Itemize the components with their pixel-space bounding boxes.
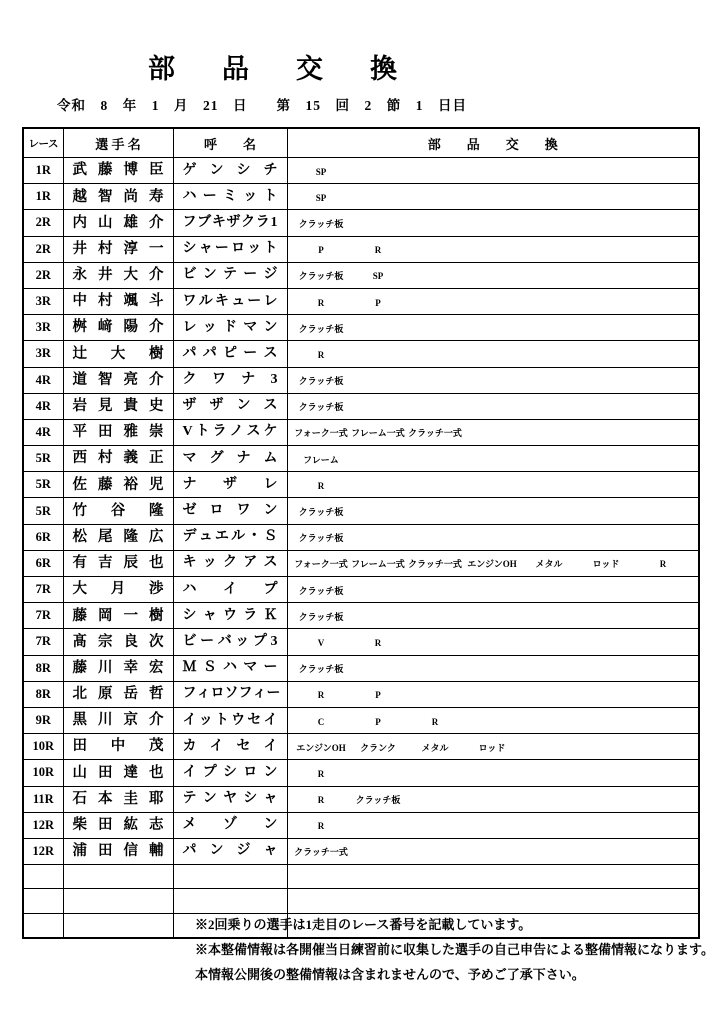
parts-list <box>287 524 699 550</box>
rider-name: 越 智 尚 寿 <box>72 188 164 205</box>
call-name-cell <box>173 838 287 864</box>
header-rider-name: 選 手 名 <box>63 128 173 158</box>
race-number: 8R <box>23 681 63 707</box>
call-name: メ ゾ ン <box>182 817 278 833</box>
part-label: R <box>317 349 325 360</box>
rider-name-cell <box>63 210 173 236</box>
table-row <box>23 734 699 760</box>
part-label: クラッチ板 <box>298 664 344 675</box>
parts-list <box>287 681 699 707</box>
note-line: 本情報公開後の整備情報は含まれませんので、予めご了承下さい。 <box>195 967 585 982</box>
table-row <box>23 315 699 341</box>
part-label: P <box>375 690 381 701</box>
rider-name: 黒 川 京 介 <box>72 712 164 729</box>
part-label: クラッチ板 <box>298 507 344 518</box>
part-label: クラッチ板 <box>298 402 344 413</box>
table-row <box>23 655 699 681</box>
call-name-cell <box>173 184 287 210</box>
call-name: ゼ ロ ワ ン <box>182 503 278 519</box>
parts-list <box>287 550 699 576</box>
rider-name: 中 村 颯 斗 <box>72 293 164 310</box>
header-parts-exchange: 部 品 交 換 <box>287 128 699 158</box>
race-number: 7R <box>23 577 63 603</box>
call-name: デ ュ エ ル ・ Ｓ <box>182 529 278 545</box>
race-number: 1R <box>23 158 63 184</box>
parts-list <box>287 889 699 913</box>
parts-list <box>287 707 699 733</box>
call-name: フ ィ ロ ソ フ ィ ー <box>182 686 281 702</box>
part-label: P <box>318 245 324 256</box>
part-label: P <box>375 716 381 727</box>
call-name: テ ン ヤ シ ャ <box>182 791 278 807</box>
table-row <box>23 603 699 629</box>
table-row <box>23 681 699 707</box>
rider-name-cell <box>63 865 173 889</box>
call-name-cell <box>173 367 287 393</box>
rider-name-cell <box>63 812 173 838</box>
call-name-cell <box>173 550 287 576</box>
rider-name-cell <box>63 786 173 812</box>
call-name-cell <box>173 158 287 184</box>
parts-list <box>287 655 699 681</box>
race-number: 4R <box>23 419 63 445</box>
rider-name-cell <box>63 472 173 498</box>
parts-list <box>287 760 699 786</box>
call-name: ハ ー ミ ッ ト <box>182 188 278 204</box>
rider-name-cell <box>63 367 173 393</box>
call-name-cell <box>173 577 287 603</box>
parts-list <box>287 577 699 603</box>
rider-name: 山 田 達 也 <box>72 764 164 781</box>
call-name-cell <box>173 812 287 838</box>
call-name: ワ ル キ ュ ー レ <box>182 293 278 309</box>
rider-name: 田 中 茂 <box>72 738 164 755</box>
race-number: 12R <box>23 838 63 864</box>
rider-name-cell <box>63 393 173 419</box>
race-number <box>23 889 63 913</box>
table-row <box>23 786 699 812</box>
call-name-cell <box>173 629 287 655</box>
part-label: フォーク一式 <box>294 428 348 439</box>
rider-name-cell <box>63 315 173 341</box>
rider-name: 藤 岡 一 樹 <box>72 607 164 624</box>
parts-list <box>287 315 699 341</box>
note-line: ※本整備情報は各開催当日練習前に収集した選手の自己申告による整備情報になります。 <box>195 942 714 957</box>
part-label: フレーム一式 <box>351 428 405 439</box>
call-name: レ ッ ド マ ン <box>182 319 278 335</box>
rider-name-cell <box>63 913 173 938</box>
parts-list <box>287 262 699 288</box>
call-name-cell <box>173 760 287 786</box>
table-row <box>23 577 699 603</box>
rider-name-cell <box>63 184 173 210</box>
part-label: エンジンOH <box>467 559 517 570</box>
call-name-cell <box>173 681 287 707</box>
parts-list <box>287 210 699 236</box>
call-name-cell <box>173 315 287 341</box>
race-number: 5R <box>23 446 63 472</box>
rider-name: 大 月 渉 <box>72 581 164 598</box>
call-name: マ グ ナ ム <box>182 450 278 466</box>
part-label: フレーム <box>303 454 339 465</box>
parts-list <box>287 446 699 472</box>
table-row <box>23 158 699 184</box>
rider-name: 平 田 雅 崇 <box>72 424 164 441</box>
rider-name-cell <box>63 681 173 707</box>
rider-name-cell <box>63 341 173 367</box>
table-body <box>23 158 699 938</box>
part-label: クラッチ一式 <box>294 847 348 858</box>
call-name: キ ッ ク ア ス <box>182 555 278 571</box>
table-row <box>23 707 699 733</box>
part-label: フレーム一式 <box>351 559 405 570</box>
race-number: 6R <box>23 550 63 576</box>
call-name: パ パ ピ ー ス <box>182 345 278 361</box>
call-name: イ プ シ ロ ン <box>182 764 278 780</box>
part-label: メタル <box>535 559 563 570</box>
note-line: ※2回乗りの選手は1走目のレース番号を記載しています。 <box>195 917 532 932</box>
call-name-cell <box>173 734 287 760</box>
call-name-cell <box>173 393 287 419</box>
call-name-cell <box>173 210 287 236</box>
parts-list <box>287 734 699 760</box>
part-label: クラッチ一式 <box>408 428 462 439</box>
part-label: R <box>317 821 325 832</box>
rider-name-cell <box>63 419 173 445</box>
part-label: クラッチ板 <box>298 271 344 282</box>
part-label: エンジンOH <box>296 742 346 753</box>
table-row <box>23 236 699 262</box>
call-name-cell <box>173 419 287 445</box>
rider-name: 柴 田 紘 志 <box>72 817 164 834</box>
call-name: パ ン ジ ャ <box>182 843 278 859</box>
part-label: クラッチ板 <box>298 585 344 596</box>
page-title: 部 品 交 換 <box>148 54 407 84</box>
rider-name: 髙 宗 良 次 <box>72 633 164 650</box>
call-name-cell <box>173 889 287 913</box>
race-number: 5R <box>23 472 63 498</box>
parts-list <box>287 419 699 445</box>
part-label: SP <box>372 271 384 282</box>
race-number: 10R <box>23 734 63 760</box>
rider-name: 佐 藤 裕 児 <box>72 476 164 493</box>
race-number: 12R <box>23 812 63 838</box>
parts-list <box>287 838 699 864</box>
call-name: Ｍ Ｓ ハ マ ー <box>182 660 278 676</box>
parts-list <box>287 236 699 262</box>
race-number <box>23 913 63 938</box>
call-name-cell <box>173 603 287 629</box>
rider-name-cell <box>63 629 173 655</box>
parts-list <box>287 367 699 393</box>
call-name: カ イ セ イ <box>182 738 278 754</box>
call-name-cell <box>173 288 287 314</box>
parts-exchange-table <box>22 127 700 939</box>
rider-name: 辻 大 樹 <box>72 345 164 362</box>
part-label: R <box>374 245 382 256</box>
rider-name: 石 本 圭 耶 <box>72 790 164 807</box>
race-number: 8R <box>23 655 63 681</box>
table-row <box>23 419 699 445</box>
part-label: クランク <box>360 742 396 753</box>
part-label: R <box>317 480 325 491</box>
parts-list <box>287 472 699 498</box>
header-call-name: 呼 名 <box>173 128 287 158</box>
rider-name: 北 原 岳 哲 <box>72 686 164 703</box>
part-label: クラッチ一式 <box>408 559 462 570</box>
rider-name-cell <box>63 655 173 681</box>
part-label: クラッチ板 <box>298 611 344 622</box>
parts-list <box>287 812 699 838</box>
race-number: 3R <box>23 288 63 314</box>
rider-name-cell <box>63 498 173 524</box>
rider-name-cell <box>63 707 173 733</box>
table-row <box>23 838 699 864</box>
table-row <box>23 524 699 550</box>
rider-name-cell <box>63 262 173 288</box>
call-name-cell <box>173 524 287 550</box>
call-name-cell <box>173 446 287 472</box>
rider-name: 井 村 淳 一 <box>72 240 164 257</box>
table-row <box>23 812 699 838</box>
call-name-cell <box>173 236 287 262</box>
rider-name: 浦 田 信 輔 <box>72 843 164 860</box>
parts-list <box>287 498 699 524</box>
part-label: R <box>317 690 325 701</box>
part-label: R <box>659 559 667 570</box>
table-row <box>23 262 699 288</box>
header-race: レース <box>23 128 63 158</box>
rider-name: 桝 﨑 陽 介 <box>72 319 164 336</box>
rider-name-cell <box>63 524 173 550</box>
part-label: SP <box>315 166 327 177</box>
rider-name: 武 藤 博 臣 <box>72 162 164 179</box>
call-name: シ ャ ー ロ ッ ト <box>182 241 278 257</box>
race-number: 5R <box>23 498 63 524</box>
race-number: 3R <box>23 341 63 367</box>
rider-name-cell <box>63 734 173 760</box>
rider-name-cell <box>63 236 173 262</box>
call-name-cell <box>173 472 287 498</box>
table-row <box>23 393 699 419</box>
parts-list <box>287 158 699 184</box>
parts-list <box>287 786 699 812</box>
race-number: 11R <box>23 786 63 812</box>
rider-name-cell <box>63 838 173 864</box>
table-row <box>23 446 699 472</box>
table-row <box>23 760 699 786</box>
part-label: SP <box>315 192 327 203</box>
call-name: ザ ザ ン ス <box>182 398 278 414</box>
rider-name: 永 井 大 介 <box>72 267 164 284</box>
rider-name: 有 吉 辰 也 <box>72 555 164 572</box>
part-label: R <box>317 768 325 779</box>
call-name: ク ワ ナ 3 <box>182 372 278 388</box>
rider-name-cell <box>63 603 173 629</box>
parts-list <box>287 341 699 367</box>
race-number: 7R <box>23 629 63 655</box>
call-name-cell <box>173 498 287 524</box>
table-row <box>23 288 699 314</box>
part-label: クラッチ板 <box>298 323 344 334</box>
race-number: 2R <box>23 262 63 288</box>
rider-name: 松 尾 隆 広 <box>72 528 164 545</box>
part-label: R <box>374 637 382 648</box>
race-number: 6R <box>23 524 63 550</box>
call-name-cell <box>173 707 287 733</box>
table-row <box>23 629 699 655</box>
date-line: 令和 8 年 1 月 21 日 第 15 回 2 節 1 日目 <box>57 98 467 113</box>
part-label: R <box>317 297 325 308</box>
parts-list <box>287 288 699 314</box>
part-label: P <box>375 297 381 308</box>
call-name: フ ブ キ ザ ク ラ 1 <box>182 214 278 230</box>
call-name-cell <box>173 262 287 288</box>
call-name: ゲ ン シ チ <box>182 162 278 178</box>
empty-table-row <box>23 865 699 889</box>
part-label: クラッチ板 <box>298 533 344 544</box>
part-label: ロッド <box>592 559 620 570</box>
call-name: ビ ー バ ッ プ 3 <box>182 633 278 649</box>
part-label: V <box>317 637 325 648</box>
race-number: 10R <box>23 760 63 786</box>
race-number: 9R <box>23 707 63 733</box>
rider-name-cell <box>63 760 173 786</box>
part-label: クラッチ板 <box>298 218 344 229</box>
parts-list <box>287 629 699 655</box>
part-label: R <box>431 716 439 727</box>
table-row <box>23 367 699 393</box>
race-number <box>23 865 63 889</box>
race-number: 1R <box>23 184 63 210</box>
call-name: シ ャ ウ ラ Ｋ <box>182 607 278 623</box>
call-name-cell <box>173 341 287 367</box>
call-name-cell <box>173 655 287 681</box>
rider-name: 道 智 亮 介 <box>72 371 164 388</box>
part-label: フォーク一式 <box>294 559 348 570</box>
rider-name: 岩 見 貴 史 <box>72 398 164 415</box>
part-label: C <box>317 716 325 727</box>
race-number: 7R <box>23 603 63 629</box>
part-label: クラッチ板 <box>355 795 401 806</box>
rider-name-cell <box>63 577 173 603</box>
rider-name: 内 山 雄 介 <box>72 214 164 231</box>
rider-name-cell <box>63 288 173 314</box>
table-row <box>23 210 699 236</box>
rider-name-cell <box>63 446 173 472</box>
call-name: ナ ザ レ <box>182 476 278 492</box>
rider-name-cell <box>63 889 173 913</box>
call-name-cell <box>173 786 287 812</box>
race-number: 2R <box>23 236 63 262</box>
table-row <box>23 498 699 524</box>
parts-list <box>287 184 699 210</box>
table-row <box>23 341 699 367</box>
race-number: 2R <box>23 210 63 236</box>
part-label: R <box>317 795 325 806</box>
rider-name: 竹 谷 隆 <box>72 502 164 519</box>
race-number: 3R <box>23 315 63 341</box>
rider-name-cell <box>63 158 173 184</box>
table-header <box>23 128 699 158</box>
table-row <box>23 472 699 498</box>
rider-name-cell <box>63 550 173 576</box>
race-number: 4R <box>23 367 63 393</box>
table-row <box>23 184 699 210</box>
footer-notes <box>195 912 714 987</box>
parts-list <box>287 393 699 419</box>
race-number: 4R <box>23 393 63 419</box>
call-name: V ト ラ ノ ス ケ <box>182 424 278 440</box>
call-name: ハ イ プ <box>182 581 278 597</box>
call-name-cell <box>173 865 287 889</box>
part-label: メタル <box>421 742 449 753</box>
part-label: クラッチ板 <box>298 376 344 387</box>
call-name: ビ ン テ ー ジ <box>182 267 278 283</box>
empty-table-row <box>23 889 699 913</box>
part-label: ロッド <box>478 742 506 753</box>
parts-list <box>287 865 699 889</box>
parts-list <box>287 603 699 629</box>
table-row <box>23 550 699 576</box>
rider-name: 西 村 義 正 <box>72 450 164 467</box>
rider-name: 藤 川 幸 宏 <box>72 659 164 676</box>
call-name: イ ッ ト ウ セ イ <box>182 712 278 728</box>
